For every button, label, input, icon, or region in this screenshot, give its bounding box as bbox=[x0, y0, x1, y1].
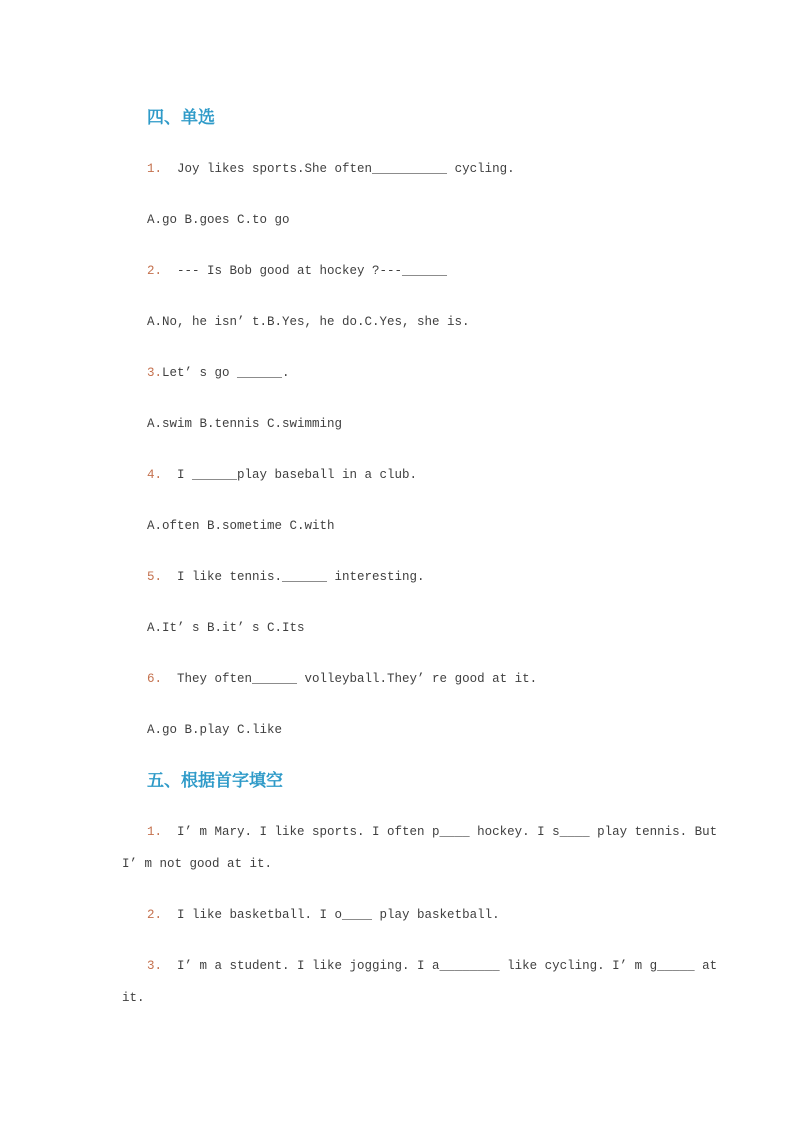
answer-text: A.go B.goes C.to go bbox=[147, 213, 290, 227]
question-row bbox=[122, 357, 722, 389]
answer-row bbox=[122, 408, 722, 440]
answer-row bbox=[122, 306, 722, 338]
question-number: 5. bbox=[147, 570, 163, 584]
question-number: 3. bbox=[147, 366, 163, 380]
question-text: I like tennis.______ interesting. bbox=[162, 570, 425, 584]
question-text: I like basketball. I o____ play basketball. bbox=[162, 908, 500, 922]
question-row bbox=[122, 561, 722, 593]
answer-text: A.often B.sometime C.with bbox=[147, 519, 335, 533]
question-text: Let’ s go ______. bbox=[162, 366, 290, 380]
question-number: 4. bbox=[147, 468, 163, 482]
section-heading-multiple-choice: 四、单选 bbox=[147, 108, 215, 127]
question-row bbox=[122, 816, 725, 880]
question-row bbox=[122, 153, 722, 185]
answer-text: A.No, he isn’ t.B.Yes, he do.C.Yes, she is. bbox=[147, 315, 470, 329]
question-row bbox=[122, 663, 722, 695]
question-text: I ______play baseball in a club. bbox=[162, 468, 418, 482]
section-heading-fill-in-blanks: 五、根据首字填空 bbox=[147, 771, 283, 790]
question-row bbox=[122, 950, 725, 1014]
question-row bbox=[122, 459, 722, 491]
question-row bbox=[122, 255, 722, 287]
question-text: They often______ volleyball.They’ re good at it. bbox=[162, 672, 538, 686]
question-number: 6. bbox=[147, 672, 163, 686]
answer-text: A.go B.play C.like bbox=[147, 723, 283, 737]
question-text: --- Is Bob good at hockey ?---______ bbox=[162, 264, 448, 278]
question-number: 2. bbox=[147, 264, 163, 278]
answer-row bbox=[122, 612, 722, 644]
answer-text: A.It’ s B.it’ s C.Its bbox=[147, 621, 305, 635]
question-number: 1. bbox=[147, 825, 163, 839]
question-row bbox=[122, 899, 722, 931]
question-number: 3. bbox=[147, 959, 163, 973]
question-text: I’ m a student. I like jogging. I a________ like cycling. I’ m g_____ at it. bbox=[122, 959, 725, 1005]
answer-row bbox=[122, 510, 722, 542]
question-text: Joy likes sports.She often__________ cycling. bbox=[162, 162, 515, 176]
answer-text: A.swim B.tennis C.swimming bbox=[147, 417, 343, 431]
question-text: I’ m Mary. I like sports. I often p____ hockey. I s____ play tennis. But I’ m not good at it. bbox=[122, 825, 725, 871]
answer-row bbox=[122, 204, 722, 236]
answer-row bbox=[122, 714, 722, 746]
question-number: 2. bbox=[147, 908, 163, 922]
question-number: 1. bbox=[147, 162, 163, 176]
